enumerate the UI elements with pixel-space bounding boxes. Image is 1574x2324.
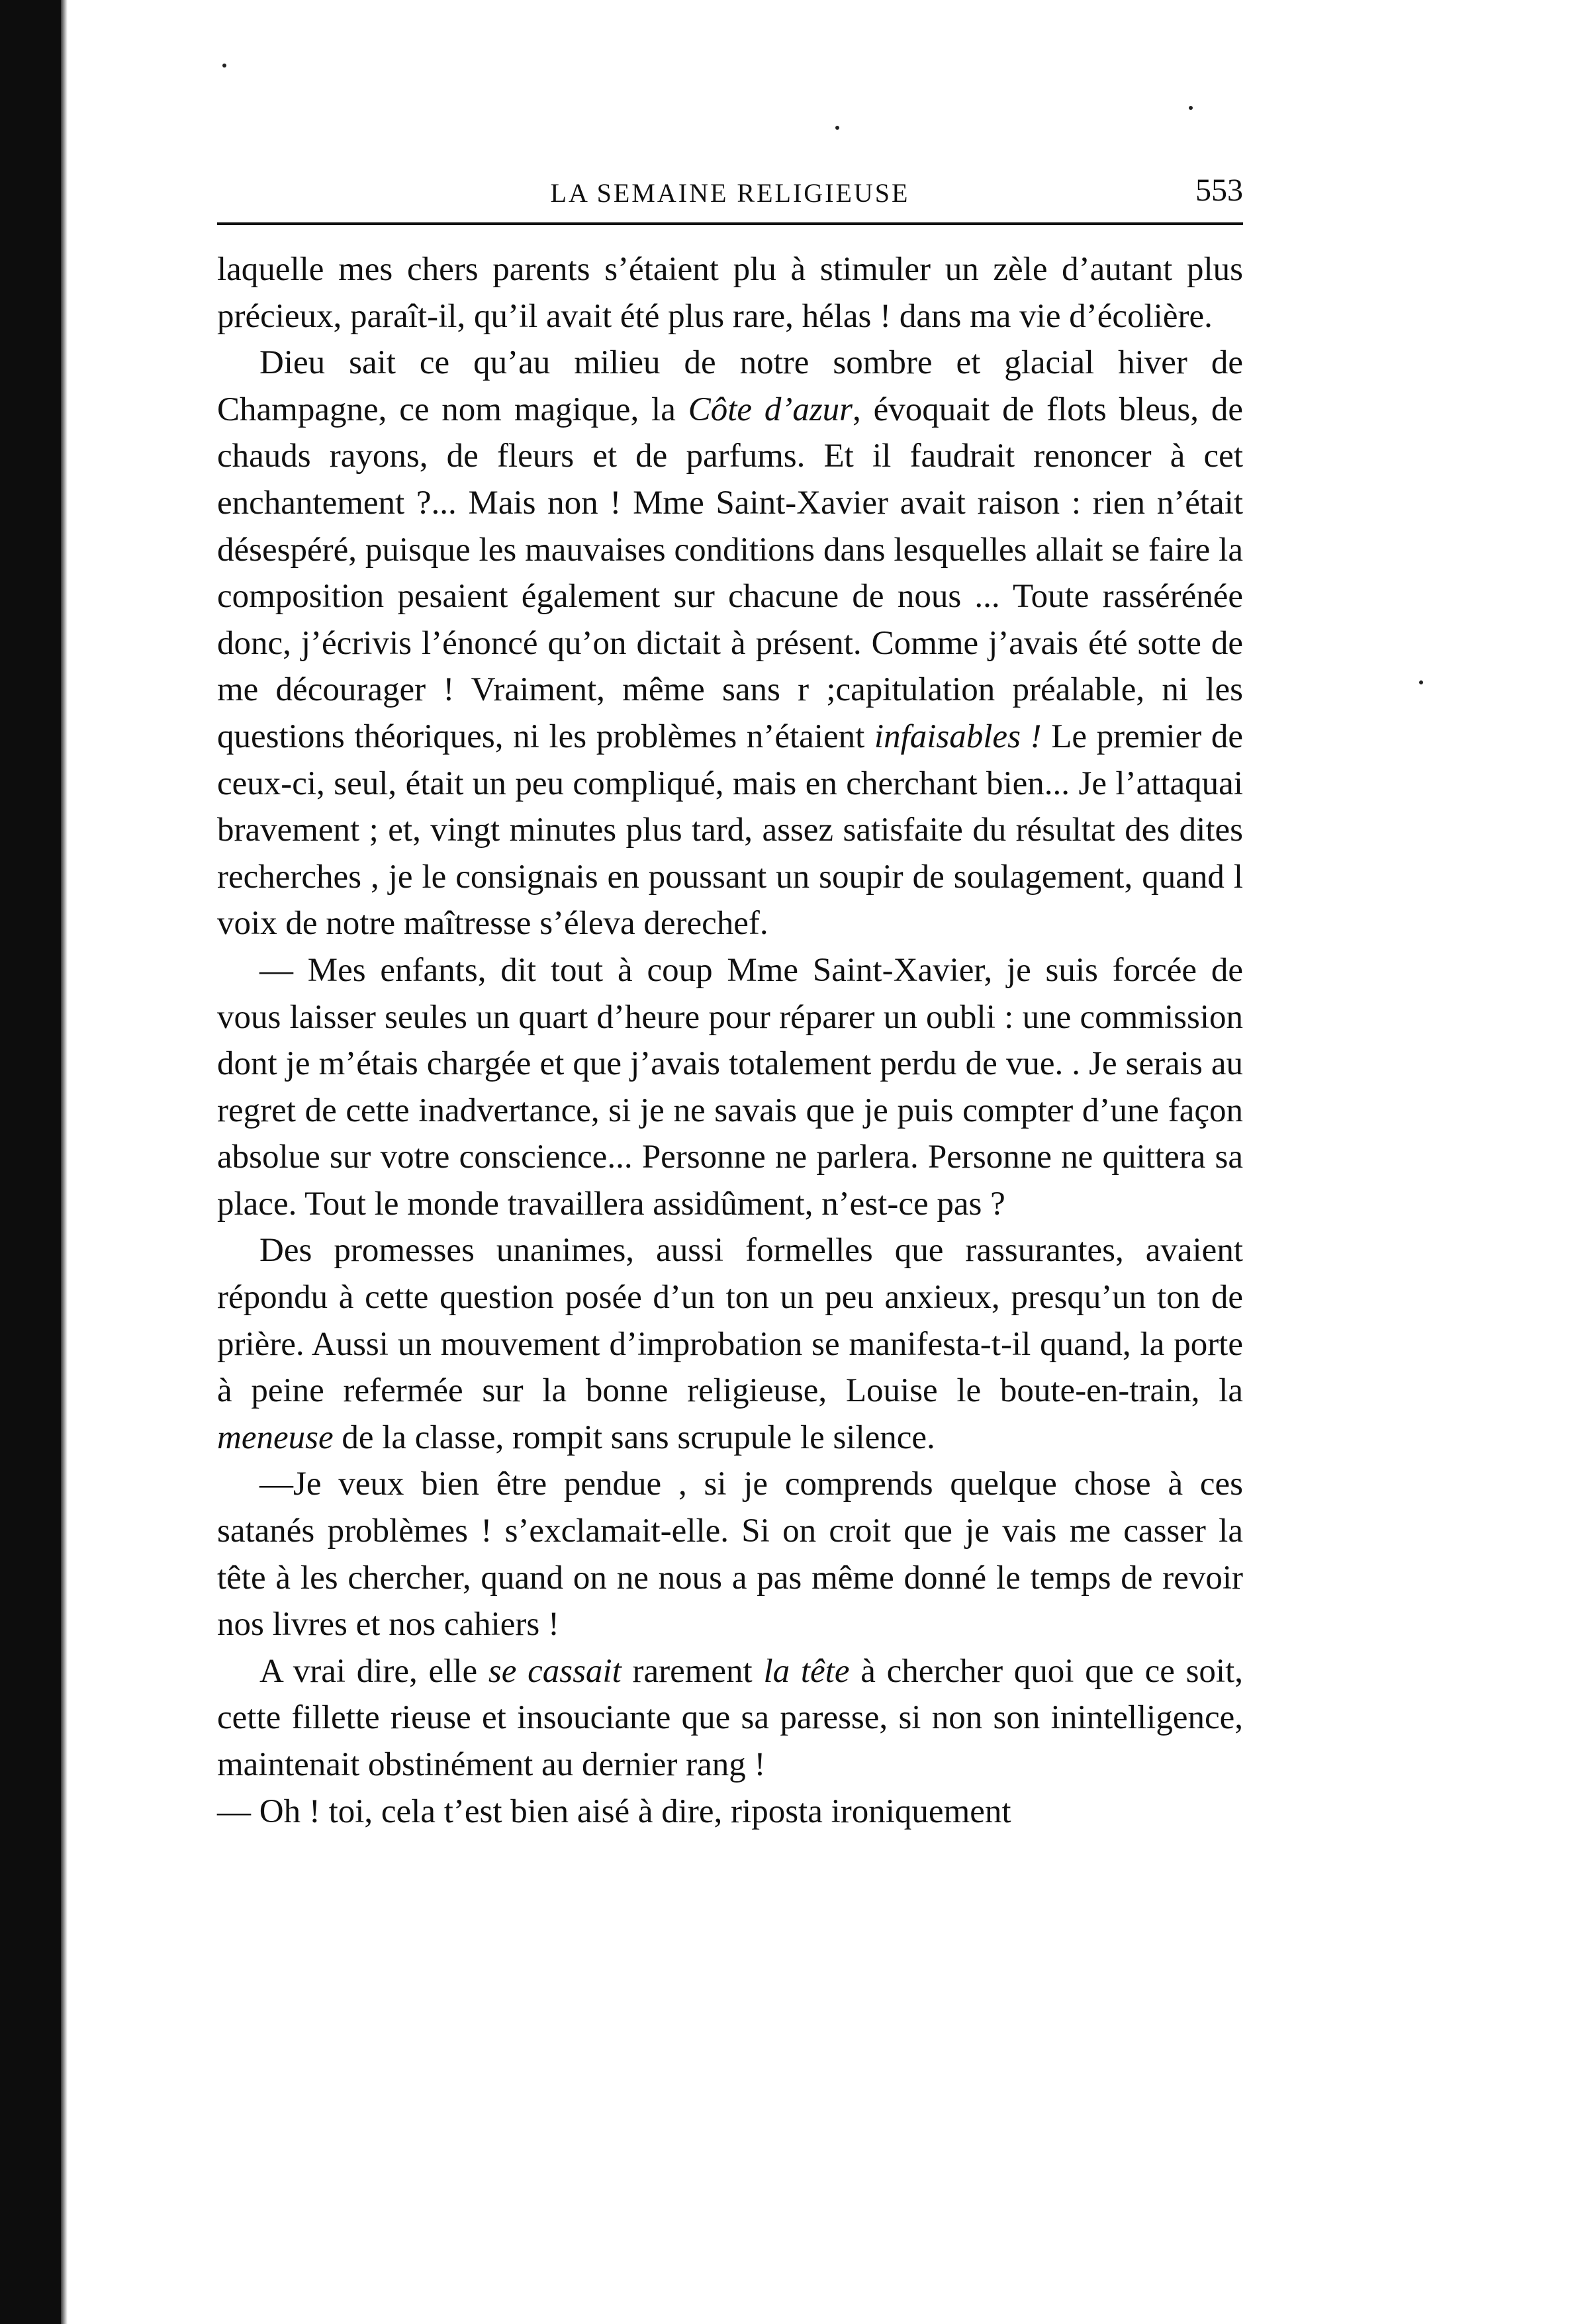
- paragraph: — Mes enfants, dit tout à coup Mme Saint-Xavier, je suis forcée de vous laisser seules un quart d’heure pour réparer un oubli : une commission dont je m’étais chargée et que j’avais totalement perdu de vue. . Je serais au regret de cette inadvertance, si je ne savais que je puis compter d’une façon absolue sur votre conscience... Personne ne parlera. Personne ne quittera sa place. Tout le monde travaillera assidûment, n’est-ce pas ?: [217, 951, 1243, 1223]
- paragraph: Dieu sait ce qu’au milieu de notre sombre et glacial hiver de Champagne, ce nom magique, la Côte d’azur, évoquait de flots bleus, de chauds rayons, de fleurs et de parfums. Et il faudrait renoncer à cet enchantement ?... Mais non ! Mme Saint-Xavier avait raison : rien n’était désespéré, puisque les mauvaises conditions dans lesquelles allait se faire la composition pesaient également sur chacune de nous ... Toute rassérénée donc, j’écrivis l’énoncé qu’on dictait à présent. Comme j’avais été sotte de me décourager ! Vraiment, même sans r ;capitulation préalable, ni les questions théoriques, ni les problèmes n’étaient infaisables ! Le premier de ceux-ci, seul, était un peu compliqué, mais en cherchant bien... Je l’attaquai bravement ; et, vingt minutes plus tard, assez satisfaite du résultat des dites recherches , je le consignais en poussant un soupir de soulagement, quand l voix de notre maîtresse s’éleva derechef.: [217, 344, 1243, 943]
- paragraph: — Oh ! toi, cela t’est bien aisé à dire, riposta ironiquement: [217, 1792, 1011, 1830]
- scan-speck: [1189, 106, 1193, 110]
- running-title: LA SEMAINE RELIGIEUSE: [550, 178, 910, 208]
- scan-speck: [222, 64, 226, 68]
- body-text: [217, 246, 1243, 1835]
- page-number: 553: [1195, 173, 1243, 208]
- paragraph: laquelle mes chers parents s’étaient plu à stimuler un zèle d’autant plus précieux, paraît-il, qu’il avait été plus rare, hélas ! dans ma vie d’écolière.: [217, 251, 1243, 335]
- scan-speck: [1419, 680, 1423, 684]
- italic-text: infaisables !: [874, 718, 1042, 755]
- italic-text: meneuse: [217, 1418, 334, 1456]
- paragraph: —Je veux bien être pendue , si je comprends quelque chose à ces satanés problèmes ! s’exclamait-elle. Si on croit que je vais me casser la tête à les chercher, quand on ne nous a pas même donné le temps de revoir nos livres et nos cahiers !: [217, 1465, 1243, 1644]
- scan-speck: [835, 126, 839, 130]
- page-header: [217, 165, 1243, 225]
- binding-edge: [61, 0, 68, 2324]
- binding-shadow: [0, 0, 61, 2324]
- italic-text: Côte d’azur: [688, 391, 853, 428]
- header-rule: [217, 222, 1243, 225]
- italic-text: la tête: [763, 1652, 850, 1690]
- paragraph: Des promesses unanimes, aussi formelles que rassurantes, avaient répondu à cette question posée d’un ton un peu anxieux, presqu’un ton de prière. Aussi un mouvement d’improbation se manifesta-t-il quand, la porte à peine refermée sur la bonne religieuse, Louise le boute-en-train, la meneuse de la classe, rompit sans scrupule le silence.: [217, 1232, 1243, 1456]
- italic-text: se cassait: [488, 1652, 622, 1690]
- paragraph: A vrai dire, elle se cassait rarement la tête à chercher quoi que ce soit, cette fillette rieuse et insouciante que sa paresse, si non son inintelligence, maintenait obstinément au dernier rang !: [217, 1652, 1244, 1783]
